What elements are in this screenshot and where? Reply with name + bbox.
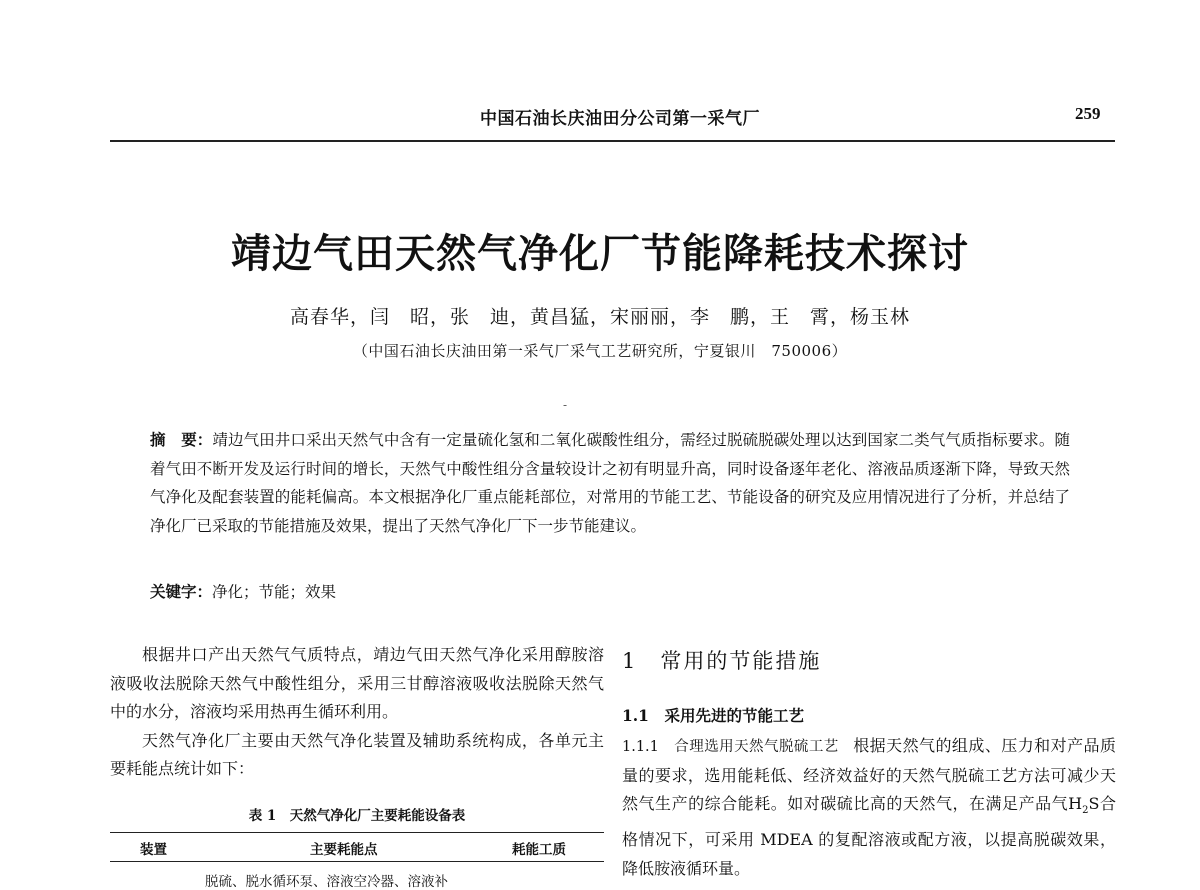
left-column [110,641,604,784]
right-column [622,732,1116,883]
table-header-medium: 耗能工质 [512,842,566,858]
abstract-text: 靖边气田井口采出天然气中含有一定量硫化氢和二氧化碳酸性组分，需经过脱硫脱碳处理以达到国家二类气气质指标要求。随着气田不断开发及运行时间的增长，天然气中酸性组分含量较设计之初有明显升高，同时设备逐年老化、溶液品质逐渐下降，导致天然气净化及配套装置的能耗偏高。本文根据净化厂重点能耗部位，对常用的节能工艺、节能设备的研究及应用情况进行了分析，并总结了净化厂已采取的节能措施及效果，提出了天然气净化厂下一步节能建议。 [150,431,1070,535]
table-header-rule [110,861,604,862]
header-rule [110,140,1115,142]
section-heading: 1 常用的节能措施 [622,649,822,673]
author-list: 高春华，闫 昭，张 迪，黄昌猛，宋丽丽，李 鹏，王 霄，杨玉林 [289,306,910,328]
intro-paragraph-2: 天然气净化厂主要由天然气净化装置及辅助系统构成，各单元主要耗能点统计如下： [110,730,604,779]
table-header-device: 装置 [140,842,167,858]
h2s-formula: $H_2S$ [1068,794,1100,817]
abstract [150,426,1070,540]
table-header-energy-points: 主要耗能点 [310,842,378,858]
right-paragraph [622,732,1116,883]
subsubsection-heading: 1.1.1 合理选用天然气脱硫工艺 [622,739,839,755]
keywords-text: 净化；节能；效果 [212,583,337,601]
intro-paragraph-1: 根据井口产出天然气气质特点，靖边气田天然气净化采用醇胺溶液吸收法脱除天然气中酸性组分，采用三甘醇溶液吸收法脱除天然气中的水分，溶液均采用热再生循环利用。 [110,645,604,722]
running-header: 中国石油长庆油田分公司第一采气厂 [480,109,760,129]
subsection-heading: 1.1 采用先进的节能工艺 [622,706,804,725]
paper-title: 靖边气田天然气净化厂节能降耗技术探讨 [231,230,969,277]
table-caption: 表 1 天然气净化厂主要耗能设备表 [248,808,466,824]
abstract-label: 摘 要： [150,430,213,449]
affiliation: （中国石油长庆油田第一采气厂采气工艺研究所，宁夏银川 750006） [352,342,848,360]
table-top-rule [110,832,604,833]
separator-mark: - [563,398,568,412]
table-row: 脱硫、脱水循环泵、溶液空冷器、溶液补 [205,874,448,890]
para-text-1: 根据天然气的组成、压力和对产品质量的要求，选用能耗低、经济效益好的天然气脱硫工艺方法可减少天然气生产的综合能耗。如对碳硫比高的天然气，在满足产品气 [622,736,1116,814]
para-text-2: 合格情况下，可采用 MDEA 的复配溶液或配方液，以提高脱碳效果，降低胺液循环量。 [622,794,1116,878]
keywords [150,580,336,602]
keywords-label: 关键字： [150,582,213,601]
page-number: 259 [1075,104,1101,123]
